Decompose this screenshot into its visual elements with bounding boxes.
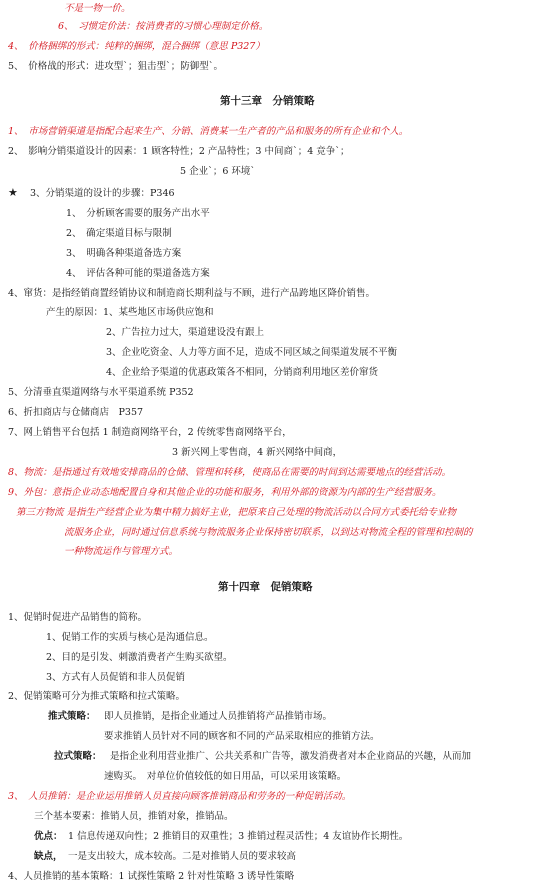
term-label: 优点： <box>34 830 63 842</box>
text-line: 一种物流运作与管理方式。 <box>64 546 179 558</box>
text-line: 2、 影响分销渠道设计的因素：1 顾客特性；2 产品特性；3 中间商`；4 竞争`； <box>8 146 350 158</box>
text-line: 1 信息传递双向性；2 推销目的双重性；3 推销过程灵活性；4 友谊协作长期性。 <box>68 830 409 842</box>
text-line: 5、分清垂直渠道网络与水平渠道系统 P352 <box>8 387 194 399</box>
chapter-heading: 第十四章 促销策略 <box>218 580 313 593</box>
text-line: 6、折扣商店与仓储商店 P357 <box>8 407 144 418</box>
text-line: 3 新兴网上零售商，4 新兴网络中间商， <box>172 446 343 458</box>
text-line: 2、目的是引发、刺激消费者产生购买欲望。 <box>46 651 233 663</box>
text-line: 1、促销工作的实质与核心是沟通信息。 <box>46 631 214 643</box>
text-line: 速购买。 对单位价值较低的如日用品，可以采用该策略。 <box>104 771 347 783</box>
text-line: 3、 人员推销：是企业运用推销人员直接向顾客推销商品和劳务的一种促销活动。 <box>8 791 352 802</box>
text-line: 9、外包：意指企业动态地配置自身和其他企业的功能和服务，利用外部的资源为内部的生产经营服务。 <box>8 486 442 498</box>
text-line: 1、 分析顾客需要的服务产出水平 <box>66 207 210 219</box>
text-line: 第三方物流 是指生产经营企业为集中精力搞好主业，把原来自己处理的物流活动以合同方式委托给专业物 <box>16 506 457 518</box>
text-line: 一是支出较大，成本较高。二是对推销人员的要求较高 <box>68 850 297 862</box>
text-line: 4、 价格捆绑的形式：纯粹的捆绑，混合捆绑（意思 P327） <box>8 41 265 52</box>
text-line: 2、广告拉力过大，渠道建设没有跟上 <box>106 327 265 339</box>
text-line: 不是一物一价。 <box>64 3 131 15</box>
text-line: 3、方式有人员促销和非人员促销 <box>46 671 186 683</box>
text-line: 流服务企业，同时通过信息系统与物流服务企业保持密切联系，以到达对物流全程的管理和控制的 <box>64 526 473 538</box>
text-line: 三个基本要素：推销人员，推销对象，推销品。 <box>34 810 234 822</box>
text-line: 3、分销渠道的设计的步骤：P346 <box>30 188 175 199</box>
text-line: 4、 评估各种可能的渠道备选方案 <box>66 267 210 279</box>
text-line: 1、促销时促进产品销售的简称。 <box>8 611 148 623</box>
text-line: 7、网上销售平台包括 1 制造商网络平台，2 传统零售商网络平台， <box>8 426 292 438</box>
text-line: 产生的原因：1、某些地区市场供应饱和 <box>46 307 214 319</box>
text-line: 1、 市场营销渠道是指配合起来生产、分销、消费某一生产者的产品和服务的所有企业和个人。 <box>8 126 409 138</box>
text-line: 2、促销策略可分为推式策略和拉式策略。 <box>8 691 186 703</box>
text-line: 5 企业`；6 环境` <box>180 166 256 178</box>
term-label: 推式策略： <box>48 711 96 723</box>
text-line: 4、人员推销的基本策略：1 试探性策略 2 针对性策略 3 诱导性策略 <box>8 870 295 882</box>
text-line: 即人员推销，是指企业通过人员推销将产品推销市场。 <box>104 711 333 723</box>
star-icon: ★ <box>8 186 18 199</box>
text-line: 要求推销人员针对不同的顾客和不同的产品采取相应的推销方法。 <box>104 731 380 743</box>
text-line: 6、 习惯定价法：按消费者的习惯心理制定价格。 <box>58 21 269 33</box>
text-line: 是指企业利用营业推广、公共关系和广告等，激发消费者对本企业商品的兴趣，从而加 <box>110 751 472 763</box>
text-line: 8、物流：是指通过有效地安排商品的仓储、管理和转移，使商品在需要的时间到达需要地点的经营活动。 <box>8 466 452 478</box>
text-line: 3、企业吃资金、人力等方面不足，造成不同区域之间渠道发展不平衡 <box>106 347 398 359</box>
term-label: 缺点， <box>34 850 63 862</box>
text-line: 5、 价格战的形式：进攻型`；狙击型`；防御型`。 <box>8 60 224 72</box>
term-label: 拉式策略： <box>54 751 102 763</box>
text-line: 3、 明确各种渠道备选方案 <box>66 247 182 259</box>
text-line: 4、企业给予渠道的优惠政策各不相同，分销商利用地区差价窜货 <box>106 367 379 379</box>
text-line: 4、窜货：是指经销商置经销协议和制造商长期利益与不顾，进行产品跨地区降价销售。 <box>8 287 376 299</box>
text-line: 2、 确定渠道目标与限制 <box>66 227 172 239</box>
chapter-heading: 第十三章 分销策略 <box>220 95 315 108</box>
